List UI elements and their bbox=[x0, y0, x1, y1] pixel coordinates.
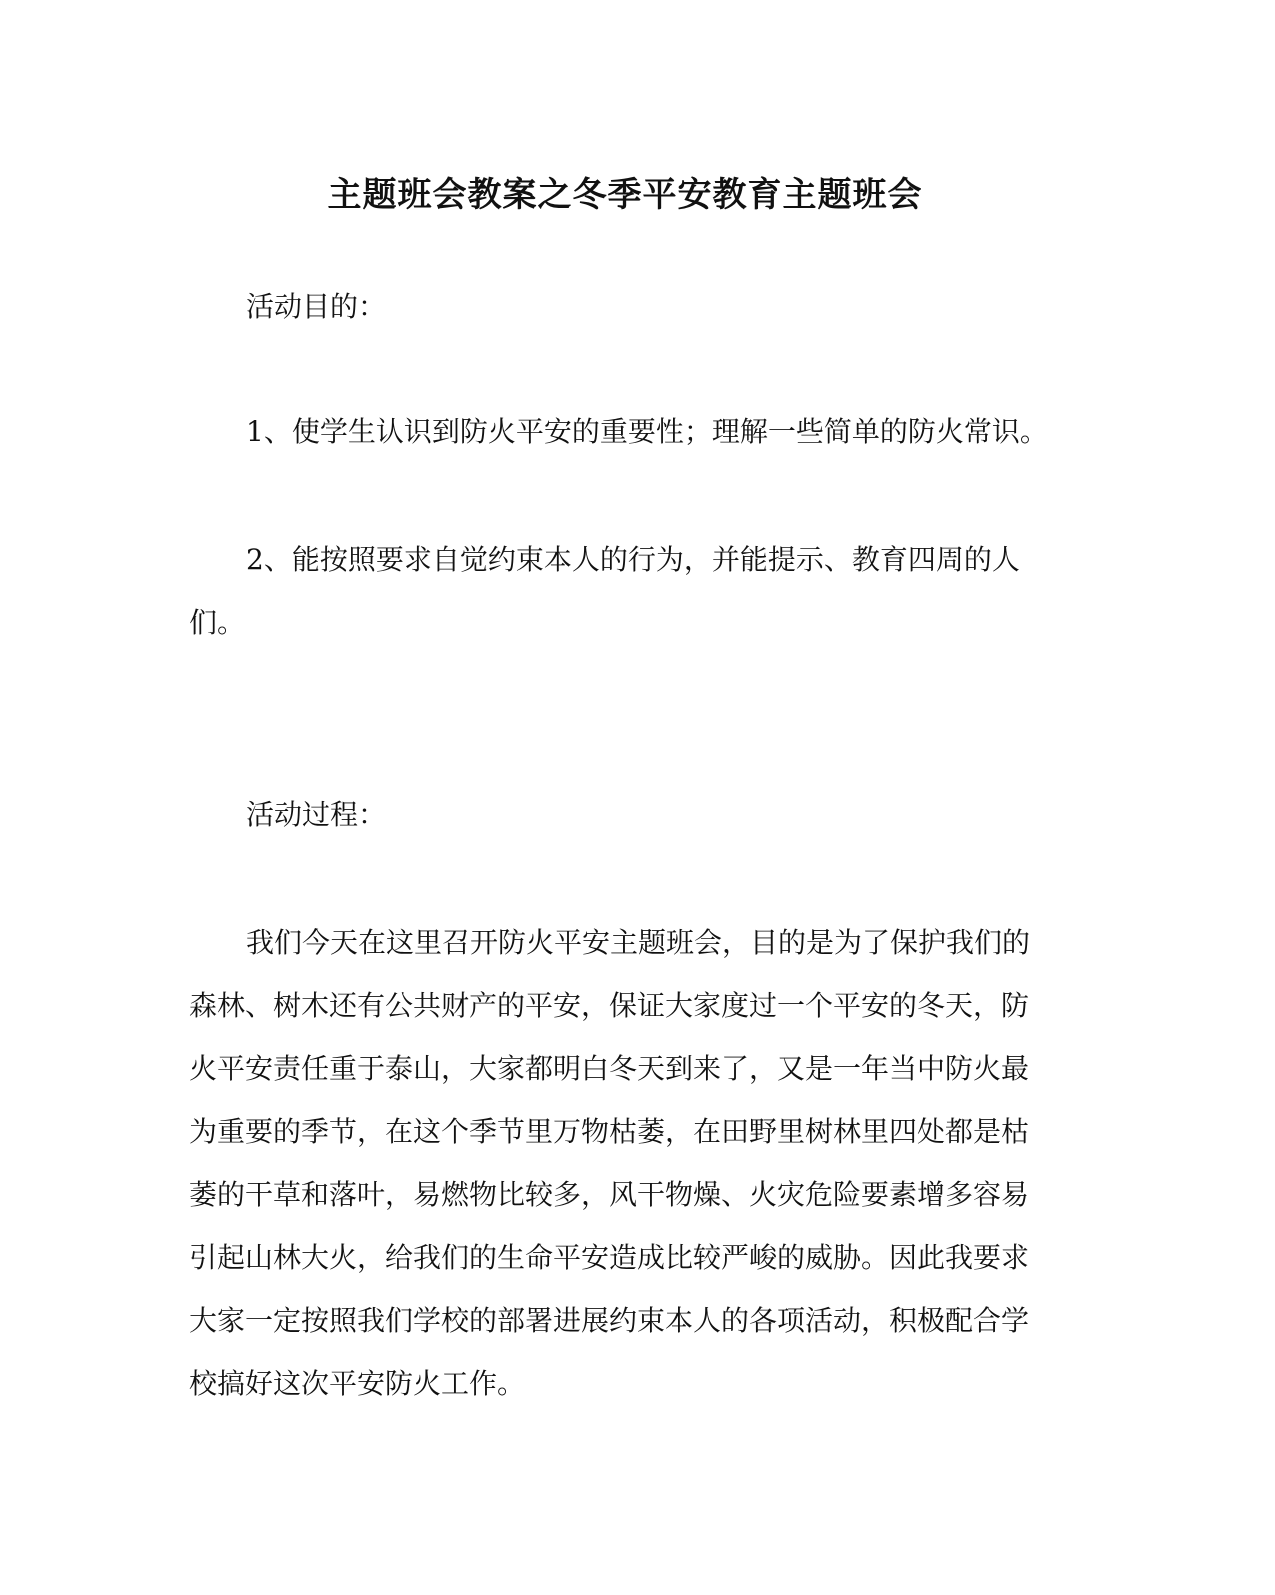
section-heading-process: 活动过程： bbox=[246, 798, 387, 831]
goal-item-1: 1、使学生认识到防火平安的重要性；理解一些简单的防火常识。 bbox=[246, 415, 1048, 448]
section-heading-goals: 活动目的： bbox=[246, 290, 387, 323]
goal-item-2: 2、能按照要求自觉约束本人的行为，并能提示、教育四周的人们。 bbox=[189, 543, 1020, 639]
document-title: 主题班会教案之冬季平安教育主题班会 bbox=[327, 175, 923, 215]
process-paragraph: 我们今天在这里召开防火平安主题班会，目的是为了保护我们的森林、树木还有公共财产的平安，保证大家度过一个平安的冬天，防火平安责任重于泰山，大家都明白冬天到来了，又是一年当中防火最为重要的季节，在这个季节里万物枯萎，在田野里树林里四处都是枯萎的干草和落叶，易燃物比较多，风干物燥、火灾危险要素增多容易引起山林大火，给我们的生命平安造成比较严峻的威胁。因此我要求大家一定按照我们学校的部署进展约束本人的各项活动，积极配合学校搞好这次平安防火工作。 bbox=[189, 926, 1031, 1400]
